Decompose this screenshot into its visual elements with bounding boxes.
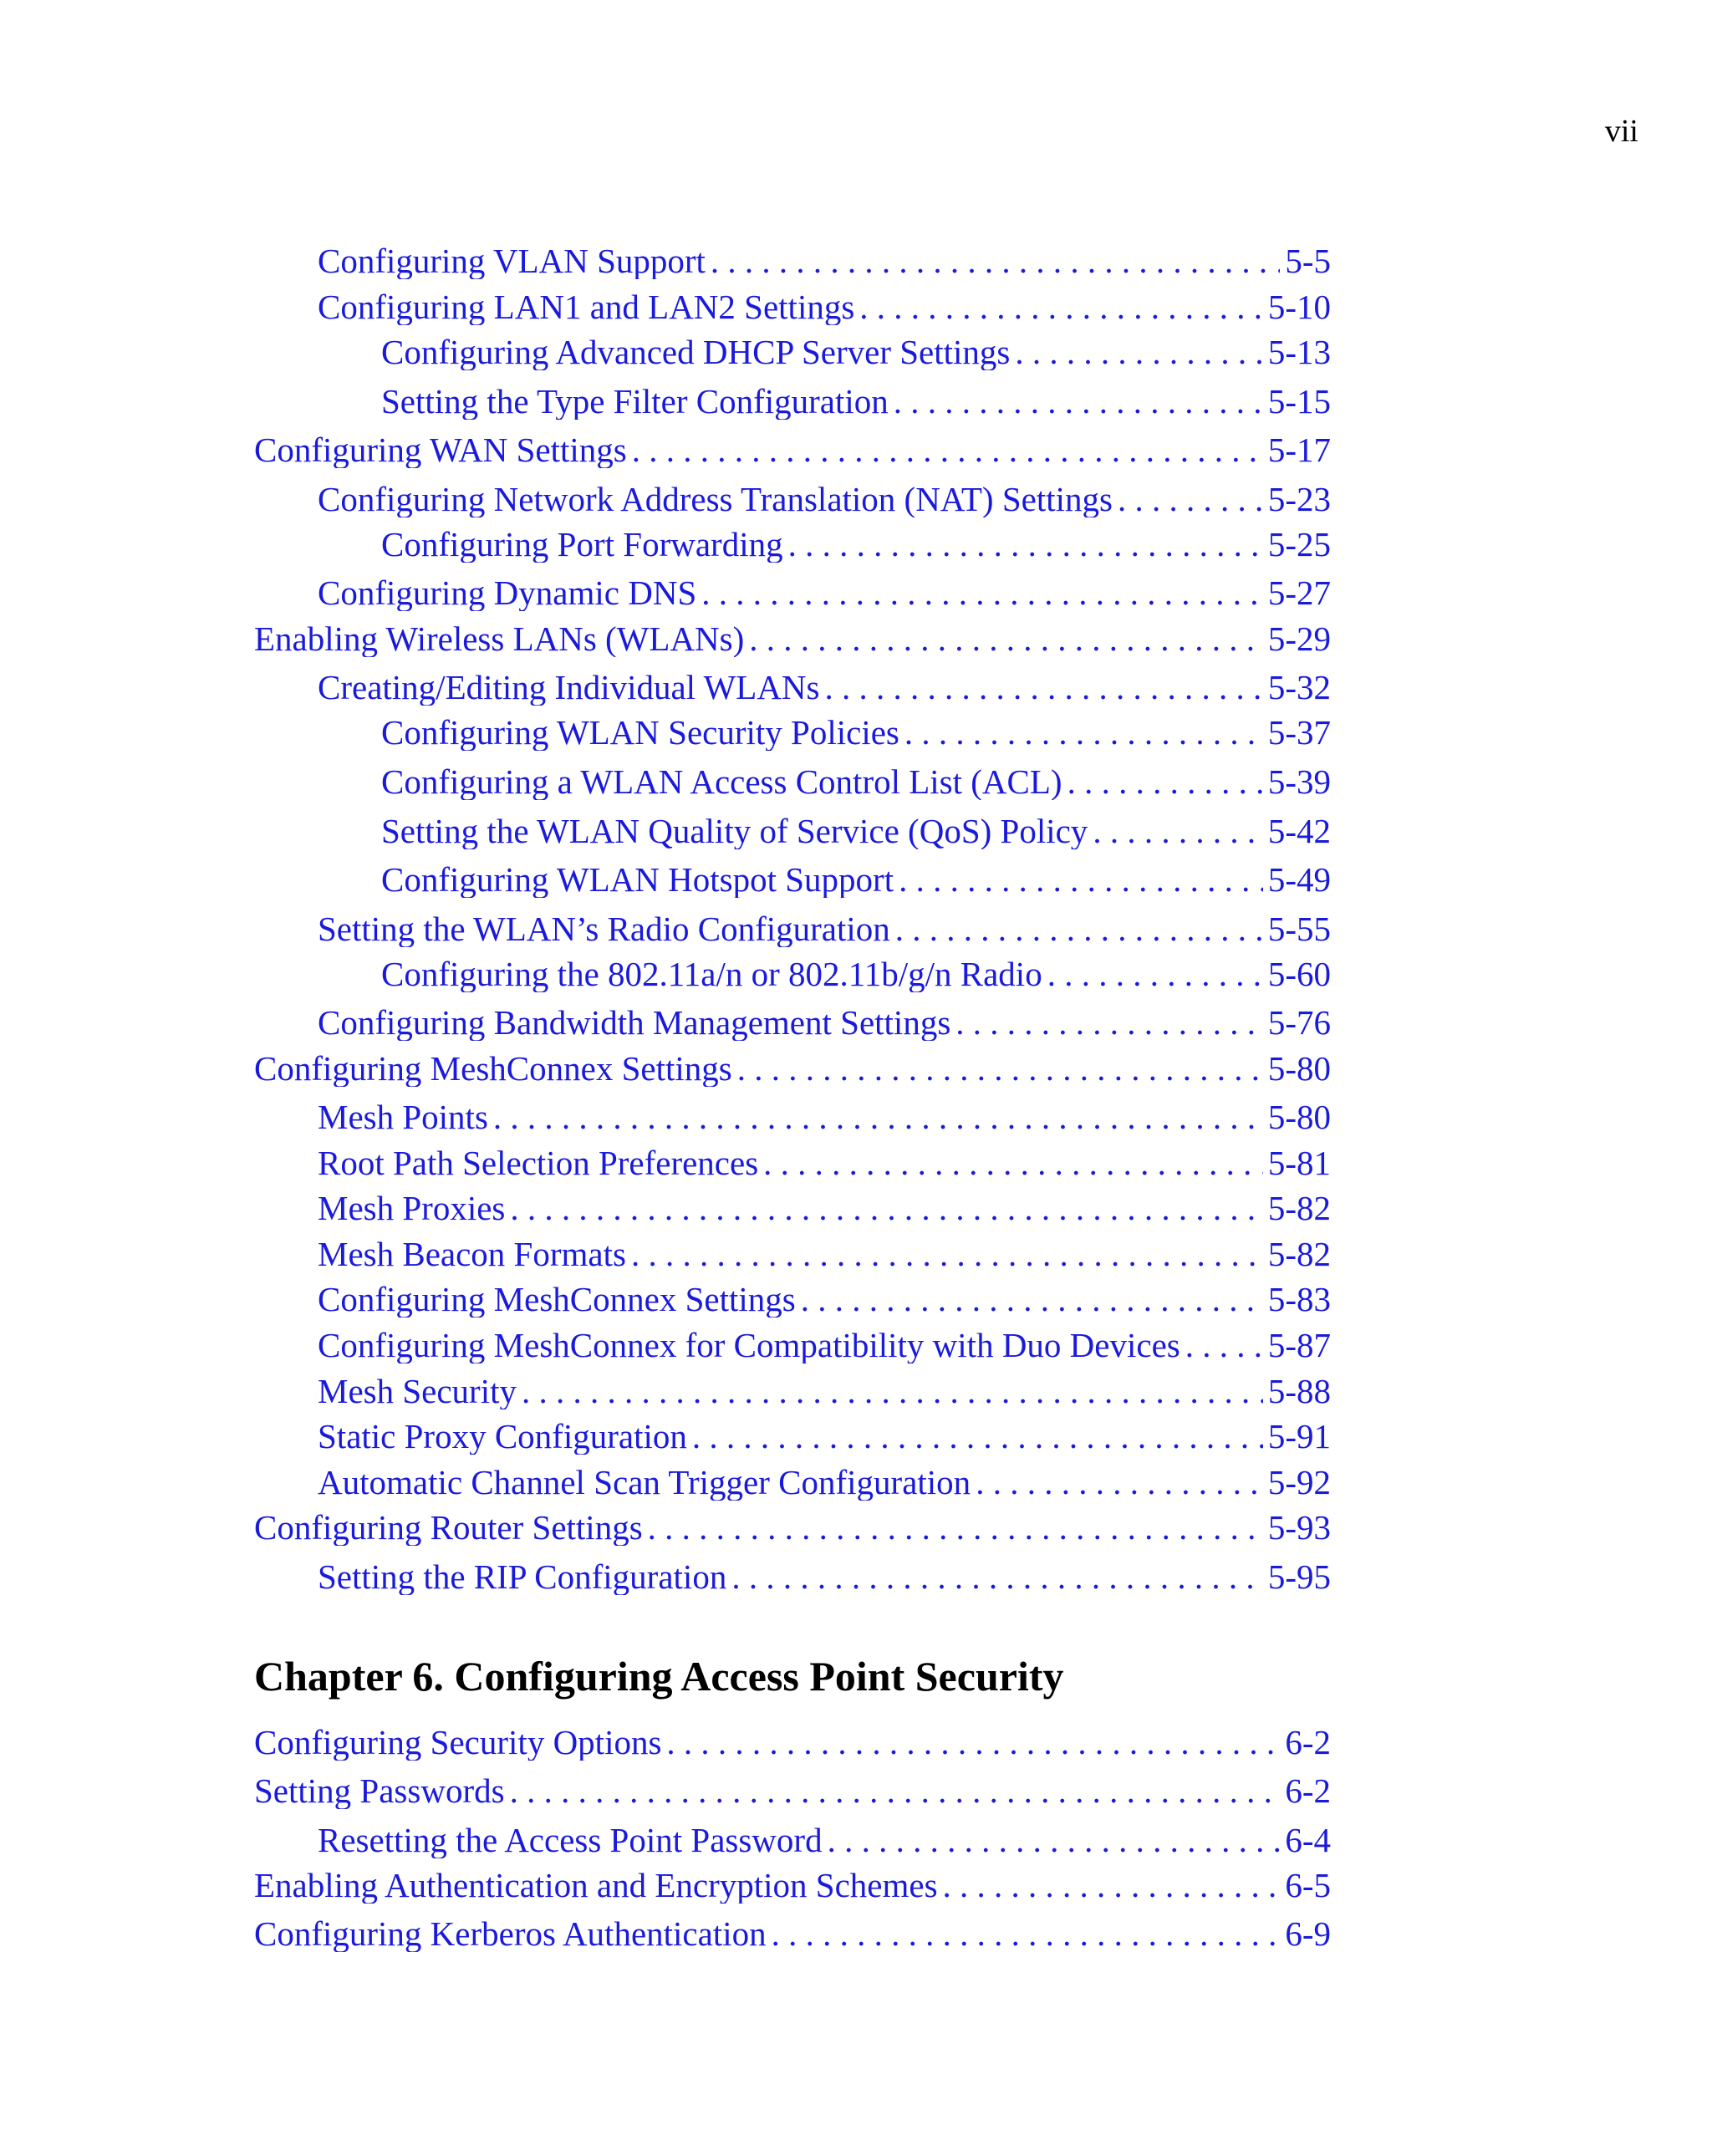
toc-entry-title[interactable]: Configuring a WLAN Access Control List (ACL) bbox=[381, 763, 1062, 800]
toc-entry-page[interactable]: 6-2 bbox=[1285, 1772, 1331, 1809]
toc-dot-leader bbox=[801, 1281, 1263, 1318]
toc-dot-leader bbox=[510, 1190, 1262, 1226]
toc-entry-page[interactable]: 5-27 bbox=[1267, 574, 1331, 611]
chapter-heading: Chapter 6. Configuring Access Point Security bbox=[254, 1653, 1064, 1700]
toc-entry-title[interactable]: Configuring Port Forwarding bbox=[381, 526, 783, 563]
toc-entry-page[interactable]: 5-91 bbox=[1267, 1418, 1331, 1455]
toc-entry-title[interactable]: Configuring Network Address Translation (NAT) Settings bbox=[318, 481, 1113, 517]
toc-dot-leader bbox=[895, 910, 1263, 947]
toc-entry[interactable] bbox=[254, 620, 1331, 657]
toc-entry-page[interactable]: 5-88 bbox=[1267, 1373, 1331, 1409]
toc-entry[interactable] bbox=[254, 956, 1331, 992]
toc-entry-page[interactable]: 5-82 bbox=[1267, 1190, 1331, 1226]
toc-dot-leader bbox=[828, 1822, 1281, 1858]
toc-entry-title[interactable]: Mesh Proxies bbox=[318, 1190, 506, 1226]
toc-entry-title[interactable]: Configuring MeshConnex Settings bbox=[318, 1281, 796, 1318]
toc-dot-leader bbox=[825, 669, 1263, 706]
toc-entry[interactable] bbox=[254, 526, 1331, 563]
toc-entry[interactable] bbox=[254, 1558, 1331, 1595]
toc-dot-leader bbox=[899, 861, 1263, 898]
toc-entry-title[interactable]: Configuring Dynamic DNS bbox=[318, 574, 697, 611]
toc-entry[interactable] bbox=[254, 383, 1331, 420]
toc-entry[interactable] bbox=[254, 813, 1331, 849]
toc-entry-page[interactable]: 5-13 bbox=[1267, 334, 1331, 370]
toc-entry-page[interactable]: 5-55 bbox=[1267, 910, 1331, 947]
toc-entry[interactable] bbox=[254, 1464, 1331, 1501]
toc-dot-leader bbox=[711, 242, 1280, 279]
toc-entry-title[interactable]: Mesh Beacon Formats bbox=[318, 1236, 626, 1272]
toc-dot-leader bbox=[631, 1236, 1263, 1272]
toc-entry-page[interactable]: 5-95 bbox=[1267, 1558, 1331, 1595]
toc-entry[interactable] bbox=[254, 1236, 1331, 1272]
toc-entry-page[interactable]: 5-42 bbox=[1267, 813, 1331, 849]
toc-dot-leader bbox=[749, 620, 1263, 657]
toc-dot-leader bbox=[1118, 481, 1263, 517]
toc-entry-page[interactable]: 5-80 bbox=[1267, 1050, 1331, 1087]
toc-entry-title[interactable]: Mesh Points bbox=[318, 1098, 488, 1135]
toc-entry-page[interactable]: 5-60 bbox=[1267, 956, 1331, 992]
toc-entry[interactable] bbox=[254, 669, 1331, 706]
toc-dot-leader bbox=[788, 526, 1263, 563]
toc-dot-leader bbox=[772, 1915, 1281, 1952]
toc-entry-page[interactable]: 5-15 bbox=[1267, 383, 1331, 420]
toc-entry[interactable] bbox=[254, 1098, 1331, 1135]
toc-entry[interactable] bbox=[254, 431, 1331, 468]
toc-entry-page[interactable]: 5-82 bbox=[1267, 1236, 1331, 1272]
toc-entry-page[interactable]: 5-81 bbox=[1267, 1144, 1331, 1181]
toc-entry-page[interactable]: 5-83 bbox=[1267, 1281, 1331, 1318]
toc-entry-title[interactable]: Configuring WLAN Security Policies bbox=[381, 714, 899, 751]
toc-entry-page[interactable]: 5-39 bbox=[1267, 763, 1331, 800]
toc-entry-page[interactable]: 5-49 bbox=[1267, 861, 1331, 898]
toc-entry-title[interactable]: Enabling Wireless LANs (WLANs) bbox=[254, 620, 745, 657]
toc-dot-leader bbox=[666, 1724, 1280, 1761]
toc-entry-title[interactable]: Mesh Security bbox=[318, 1373, 517, 1409]
toc-entry-page[interactable]: 5-92 bbox=[1267, 1464, 1331, 1501]
toc-dot-leader bbox=[1067, 763, 1263, 800]
toc-entry-title[interactable]: Configuring Security Options bbox=[254, 1724, 662, 1761]
toc-entry[interactable] bbox=[254, 1190, 1331, 1226]
toc-dot-leader bbox=[692, 1418, 1263, 1455]
toc-entry-title[interactable]: Configuring WLAN Hotspot Support bbox=[381, 861, 894, 898]
toc-entry[interactable] bbox=[254, 242, 1331, 279]
toc-entry[interactable] bbox=[254, 714, 1331, 751]
toc-entry-title[interactable]: Configuring WAN Settings bbox=[254, 431, 627, 468]
toc-entry-page[interactable]: 5-93 bbox=[1267, 1509, 1331, 1546]
toc-entry-title[interactable]: Configuring Kerberos Authentication bbox=[254, 1915, 767, 1952]
toc-entry-page[interactable]: 5-87 bbox=[1267, 1327, 1331, 1363]
toc-dot-leader bbox=[1185, 1327, 1263, 1363]
toc-entry[interactable] bbox=[254, 1724, 1331, 1761]
toc-entry-page[interactable]: 5-32 bbox=[1267, 669, 1331, 706]
toc-entry-page[interactable]: 6-4 bbox=[1285, 1822, 1331, 1858]
toc-entry[interactable] bbox=[254, 1144, 1331, 1181]
toc-dot-leader bbox=[1015, 334, 1262, 370]
toc-entry[interactable] bbox=[254, 1327, 1331, 1363]
toc-entry-title[interactable]: Setting the WLAN’s Radio Configuration bbox=[318, 910, 890, 947]
toc-entry[interactable] bbox=[254, 763, 1331, 800]
toc-entry-title[interactable]: Configuring the 802.11a/n or 802.11b/g/n Radio bbox=[381, 956, 1042, 992]
toc-entry-title[interactable]: Setting the Type Filter Configuration bbox=[381, 383, 889, 420]
toc-entry[interactable] bbox=[254, 574, 1331, 611]
toc-entry[interactable] bbox=[254, 1915, 1331, 1952]
toc-entry-title[interactable]: Setting the WLAN Quality of Service (QoS) Policy bbox=[381, 813, 1088, 849]
toc-entry[interactable] bbox=[254, 1509, 1331, 1546]
toc-dot-leader bbox=[510, 1772, 1281, 1809]
toc-entry-page[interactable]: 5-17 bbox=[1267, 431, 1331, 468]
toc-entry-title[interactable]: Setting the RIP Configuration bbox=[318, 1558, 727, 1595]
toc-dot-leader bbox=[648, 1509, 1263, 1546]
toc-entry-page[interactable]: 5-23 bbox=[1267, 481, 1331, 517]
toc-entry-title[interactable]: Setting Passwords bbox=[254, 1772, 505, 1809]
toc-entry[interactable] bbox=[254, 1004, 1331, 1041]
toc-entry[interactable] bbox=[254, 910, 1331, 947]
toc-entry-title[interactable]: Static Proxy Configuration bbox=[318, 1418, 687, 1455]
toc-entry[interactable] bbox=[254, 288, 1331, 325]
toc-entry-title[interactable]: Creating/Editing Individual WLANs bbox=[318, 669, 820, 706]
toc-dot-leader bbox=[731, 1558, 1263, 1595]
toc-entry-title[interactable]: Configuring Advanced DHCP Server Settings bbox=[381, 334, 1011, 370]
toc-entry-page[interactable]: 5-25 bbox=[1267, 526, 1331, 563]
toc-entry[interactable] bbox=[254, 334, 1331, 370]
toc-entry[interactable] bbox=[254, 1373, 1331, 1409]
toc-dot-leader bbox=[632, 431, 1263, 468]
toc-entry-page[interactable]: 6-9 bbox=[1285, 1915, 1331, 1952]
toc-entry-page[interactable]: 5-80 bbox=[1267, 1098, 1331, 1135]
toc-entry[interactable] bbox=[254, 861, 1331, 898]
toc-dot-leader bbox=[763, 1144, 1263, 1181]
toc-entry[interactable] bbox=[254, 1418, 1331, 1455]
toc-dot-leader bbox=[701, 574, 1263, 611]
toc-entry-title[interactable]: Automatic Channel Scan Trigger Configuration bbox=[318, 1464, 971, 1501]
toc-entry[interactable] bbox=[254, 1050, 1331, 1087]
toc-dot-leader bbox=[955, 1004, 1263, 1041]
toc-entry-title[interactable]: Configuring MeshConnex Settings bbox=[254, 1050, 732, 1087]
page-number: vii bbox=[1604, 114, 1638, 149]
toc-entry-title[interactable]: Configuring LAN1 and LAN2 Settings bbox=[318, 288, 855, 325]
toc-entry-page[interactable]: 5-37 bbox=[1267, 714, 1331, 751]
toc-entry-title[interactable]: Configuring MeshConnex for Compatibility with Duo Devices bbox=[318, 1327, 1180, 1363]
toc-dot-leader bbox=[522, 1373, 1263, 1409]
toc-dot-leader bbox=[1093, 813, 1263, 849]
toc-dot-leader bbox=[976, 1464, 1263, 1501]
toc-entry[interactable] bbox=[254, 1772, 1331, 1809]
toc-dot-leader bbox=[943, 1867, 1281, 1904]
toc-dot-leader bbox=[493, 1098, 1263, 1135]
toc-entry-title[interactable]: Configuring VLAN Support bbox=[318, 242, 706, 279]
toc-dot-leader bbox=[1047, 956, 1263, 992]
toc-dot-leader bbox=[904, 714, 1263, 751]
toc-dot-leader bbox=[737, 1050, 1263, 1087]
toc-entry-title[interactable]: Configuring Router Settings bbox=[254, 1509, 643, 1546]
toc-entry[interactable] bbox=[254, 1281, 1331, 1318]
toc-entry-page[interactable]: 5-5 bbox=[1285, 242, 1331, 279]
toc-entry[interactable] bbox=[254, 1822, 1331, 1858]
toc-dot-leader bbox=[859, 288, 1263, 325]
toc-entry-page[interactable]: 5-76 bbox=[1267, 1004, 1331, 1041]
toc-entry-title[interactable]: Enabling Authentication and Encryption Schemes bbox=[254, 1867, 938, 1904]
toc-entry-page[interactable]: 6-2 bbox=[1285, 1724, 1331, 1761]
toc-dot-leader bbox=[894, 383, 1263, 420]
toc-entry-page[interactable]: 6-5 bbox=[1285, 1867, 1331, 1904]
toc-entry-title[interactable]: Root Path Selection Preferences bbox=[318, 1144, 759, 1181]
toc-entry-title[interactable]: Resetting the Access Point Password bbox=[318, 1822, 823, 1858]
toc-entry[interactable] bbox=[254, 1867, 1331, 1904]
toc-entry[interactable] bbox=[254, 481, 1331, 517]
toc-entry-page[interactable]: 5-10 bbox=[1267, 288, 1331, 325]
toc-entry-page[interactable]: 5-29 bbox=[1267, 620, 1331, 657]
toc-entry-title[interactable]: Configuring Bandwidth Management Settings bbox=[318, 1004, 951, 1041]
